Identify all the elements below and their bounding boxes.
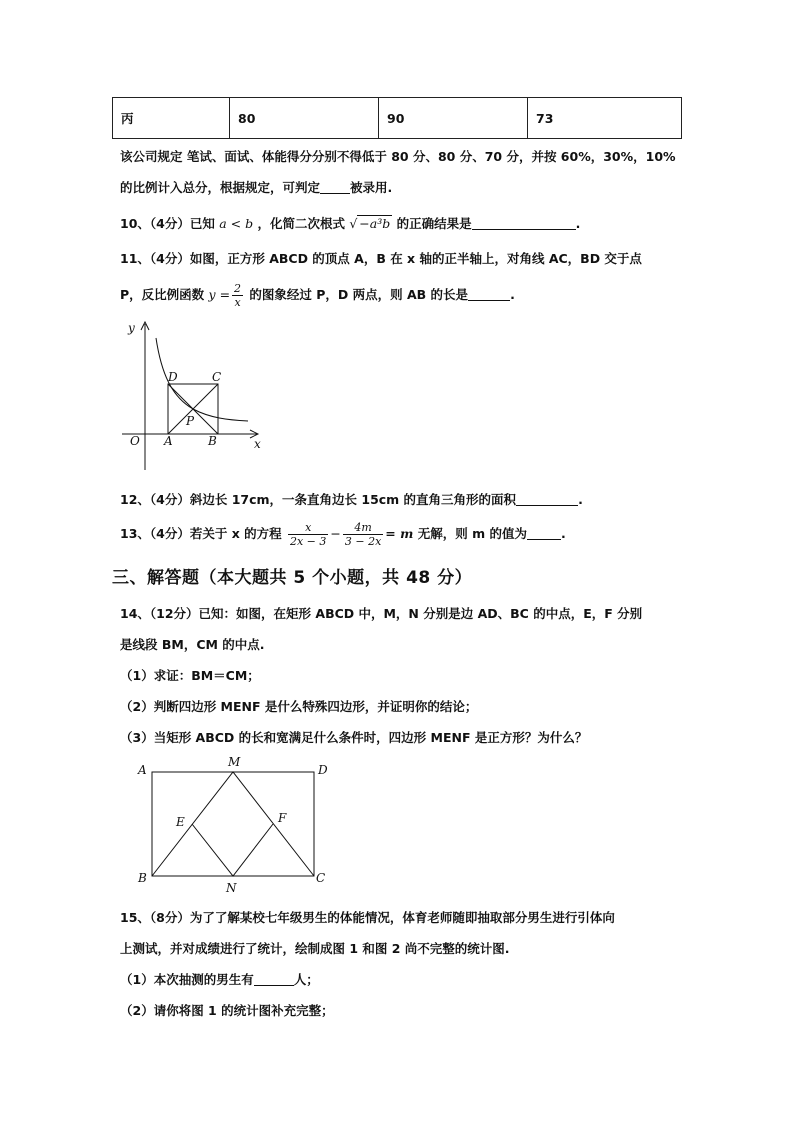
q15-part1-end: 人； [293, 972, 319, 987]
q11-end: . [510, 287, 515, 302]
fraction-numerator: 4m [343, 521, 383, 535]
q11-line2 [120, 278, 515, 312]
table-row [113, 98, 682, 139]
label-N: N [226, 881, 237, 895]
figure-rectangle-menf [132, 752, 332, 897]
q13-end: . [560, 526, 566, 541]
q14-part1: （1）求证：BM＝CM； [120, 668, 260, 683]
q12-end: . [578, 492, 583, 507]
q11-text-2: 的图象经过 P，D 两点，则 AB 的长是 [249, 287, 469, 302]
label-E: E [176, 815, 185, 829]
q9-answer-blank[interactable] [320, 181, 350, 194]
q12-line [120, 492, 583, 508]
fraction-denominator: 3 − 2x [344, 535, 382, 548]
q9-line2 [120, 180, 392, 196]
section-title: 三、解答题（本大题共 5 个小题，共 48 分） [112, 568, 473, 588]
table-cell-candidate: 丙 [113, 98, 230, 139]
fraction-numerator: x [288, 521, 328, 535]
q10-mid: ，化简二次根式 [257, 216, 345, 231]
label-D: D [318, 763, 328, 777]
label-C: C [316, 871, 326, 885]
label-D: D [168, 370, 178, 384]
q15-line1: 15、（8分）为了了解某校七年级男生的体能情况，体育老师随即抽取部分男生进行引体向 [120, 910, 615, 925]
q15-line2: 上测试，并对成绩进行了统计，绘制成图 1 和图 2 尚不完整的统计图. [120, 941, 510, 956]
table-cell-written: 80 [230, 98, 379, 139]
q15-part2: （2）请你将图 1 的统计图补充完整； [120, 1003, 334, 1018]
q11-fraction [232, 282, 243, 309]
q14-part2: （2）判断四边形 MENF 是什么特殊四边形，并证明你的结论； [120, 699, 478, 714]
q13-equals: = m [385, 526, 414, 541]
sqrt-sign: √ [349, 216, 358, 231]
q10-radicand: −a³b [359, 216, 391, 231]
q13-minus: − [330, 526, 341, 541]
q11-text: P，反比例函数 [120, 287, 205, 302]
q10-condition: a < b [219, 216, 254, 231]
q11-func-lhs: y = [208, 287, 231, 302]
label-B: B [208, 434, 217, 448]
score-table [112, 97, 682, 139]
label-C: C [212, 370, 222, 384]
q13-prefix: 13、（4分）若关于 x 的方程 [120, 526, 282, 541]
q13-suffix: 无解，则 m 的值为 [417, 526, 527, 541]
q10-radical [349, 215, 392, 231]
q10-line [120, 216, 580, 232]
q15-answer-blank[interactable] [254, 973, 294, 986]
label-P: P [186, 414, 195, 428]
q9-line1: 该公司规定 笔试、面试、体能得分分别不得低于 80 分、80 分、70 分，并按 60%，30%，10% [120, 149, 676, 164]
q13-answer-blank[interactable] [527, 527, 561, 540]
table-cell-fitness: 73 [528, 98, 682, 139]
q9-text: 的比例计入总分，根据规定，可判定 [120, 180, 321, 195]
q15-part1-text: （1）本次抽测的男生有 [120, 972, 254, 987]
label-A: A [164, 434, 173, 448]
q11-line1: 11、（4分）如图，正方形 ABCD 的顶点 A，B 在 x 轴的正半轴上，对角线 AC，BD 交于点 [120, 251, 642, 266]
fraction-numerator: 2 [234, 282, 242, 295]
q14-part3: （3）当矩形 ABCD 的长和宽满足什么条件时，四边形 MENF 是正方形？为什么？ [120, 730, 588, 745]
label-F: F [278, 811, 287, 825]
q13-fraction-2 [343, 521, 383, 548]
q14-line2: 是线段 BM，CM 的中点. [120, 637, 265, 652]
fraction-denominator: x [234, 296, 241, 309]
label-x: x [254, 437, 261, 451]
q10-answer-blank[interactable] [472, 217, 576, 230]
q9-text-end: 被录用. [350, 180, 393, 195]
q10-end: . [575, 216, 581, 231]
q10-suffix: 的正确结果是 [396, 216, 472, 231]
q12-answer-blank[interactable] [516, 493, 578, 506]
label-O: O [130, 434, 140, 448]
q12-text: 12、（4分）斜边长 17cm，一条直角边长 15cm 的直角三角形的面积 [120, 492, 517, 507]
fraction-denominator: 2x − 3 [289, 535, 327, 548]
figure-square-hyperbola [118, 318, 268, 478]
q11-answer-blank[interactable] [468, 288, 510, 301]
label-M: M [228, 755, 241, 769]
q14-line1: 14、（12分）已知：如图，在矩形 ABCD 中，M，N 分别是边 AD、BC 的中点，E，F 分别 [120, 606, 643, 621]
q10-prefix: 10、（4分）已知 [120, 216, 215, 231]
q13-line [120, 516, 566, 552]
table-cell-interview: 90 [379, 98, 528, 139]
label-A: A [138, 763, 147, 777]
label-y: y [128, 321, 135, 335]
q13-fraction-1 [288, 521, 328, 548]
q15-part1 [120, 972, 319, 988]
label-B: B [138, 871, 147, 885]
